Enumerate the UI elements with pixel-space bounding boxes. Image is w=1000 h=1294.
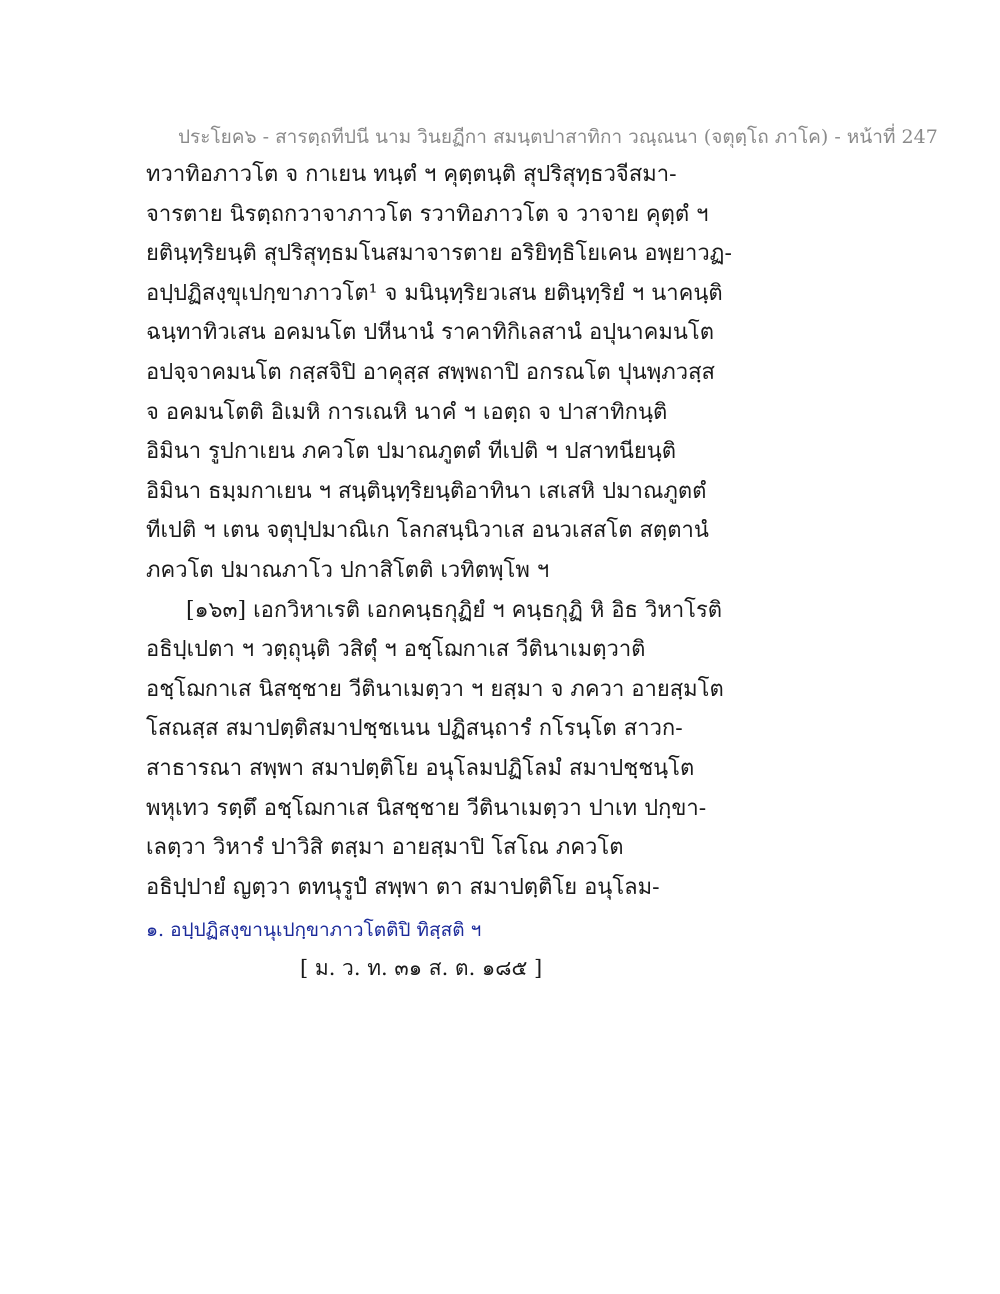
text-line: อิมินา ธมฺมกาเยน ฯ สนฺตินฺทฺริยนฺติอาทินา เสเสหิ ปมาณภูตตํ: [146, 478, 707, 504]
footnote: ๑. อปฺปฏิสงฺขานุเปกฺขาภาวโตติปิ ทิสฺสติ ฯ: [146, 919, 482, 941]
text-line: อิมินา รูปกาเยน ภควโต ปมาณภูตตํ ทีเปติ ฯ ปสาทนียนฺติ: [146, 439, 677, 465]
paragraph-start-line: [๑๖๓] เอกวิหาเรติ เอกคนฺธกุฏิยํ ฯ คนฺธกุฏิ หิ อิธ วิหาโรติ: [186, 597, 723, 623]
text-line: โสณสฺส สมาปตฺติสมาปชฺชเนน ปฏิสนฺถารํ กโรนฺโต สาวก-: [146, 716, 683, 742]
text-line: ฉนฺทาทิวเสน อคมนโต ปหีนานํ ราคาทิกิเลสานํ อปุนาคมนโต: [146, 320, 714, 346]
text-line: อธิปฺปายํ ญตฺวา ตทนุรูปํ สพฺพา ตา สมาปตฺติโย อนุโลม-: [146, 874, 660, 900]
text-line: พหุเทว รตฺตึ อชฺโฌกาเส นิสชฺชาย วีตินาเมตฺวา ปาเท ปกฺขา-: [146, 795, 707, 821]
text-line: จารตาย นิรตฺถกวาจาภาวโต รวาทิอภาวโต จ วาจาย คุตฺตํ ฯ: [146, 201, 709, 227]
text-line: ทีเปติ ฯ เตน จตุปฺปมาณิเก โลกสนฺนิวาเส อนวเสสโต สตฺตานํ: [146, 518, 709, 544]
text-line: จ อคมนโตติ อิเมหิ การเณหิ นาคํ ฯ เอตฺถ จ ปาสาทิกนฺติ: [146, 399, 668, 425]
text-line: อปฺปฏิสงฺขุเปกฺขาภาวโต¹ จ มนินฺทฺริยวเสน ยตินฺทฺริยํ ฯ นาคนฺติ: [146, 280, 723, 306]
running-header: ประโยค๖ - สารตฺถทีปนี นาม วินยฏีกา สมนฺตปาสาทิกา วณฺณนา (จตุตฺโถ ภาโค) - หน้าที่ 247: [178, 126, 938, 148]
text-line: เลตฺวา วิหารํ ปาวิสิ ตสฺมา อายสฺมาปิ โสโณ ภควโต: [146, 835, 624, 861]
text-line: ภควโต ปมาณภาโว ปกาสิโตติ เวทิตพฺโพ ฯ: [146, 557, 550, 583]
main-text: [146, 155, 732, 907]
text-line: ทวาทิอภาวโต จ กาเยน ทนฺตํ ฯ คุตฺตนฺติ สุปริสุทฺธวจีสมา-: [146, 162, 677, 187]
text-line: อปจฺจาคมนโต กสฺสจิปิ อาคุสฺส สพฺพถาปิ อกรณโต ปุนพฺภวสฺส: [146, 359, 715, 385]
text-line: สาธารณา สพฺพา สมาปตฺติโย อนุโลมปฏิโลมํ สมาปชฺชนฺโต: [146, 755, 695, 781]
text-line: ยตินฺทฺริยนฺติ สุปริสุทฺธมโนสมาจารตาย อริยิทฺธิโยเคน อพฺยาวฏ-: [146, 241, 732, 267]
text-line: อชฺโฌกาเส นิสชฺชาย วีตินาเมตฺวา ฯ ยสฺมา จ ภควา อายสฺมโต: [146, 676, 724, 702]
text-line: อธิปฺเปตา ฯ วตฺถุนฺติ วสิตุํ ฯ อชฺโฌกาเส วีตินาเมตฺวาติ: [146, 637, 646, 663]
page-reference: [ ม. ว. ท. ๓๑ ส. ต. ๑๘๕ ]: [300, 956, 543, 980]
